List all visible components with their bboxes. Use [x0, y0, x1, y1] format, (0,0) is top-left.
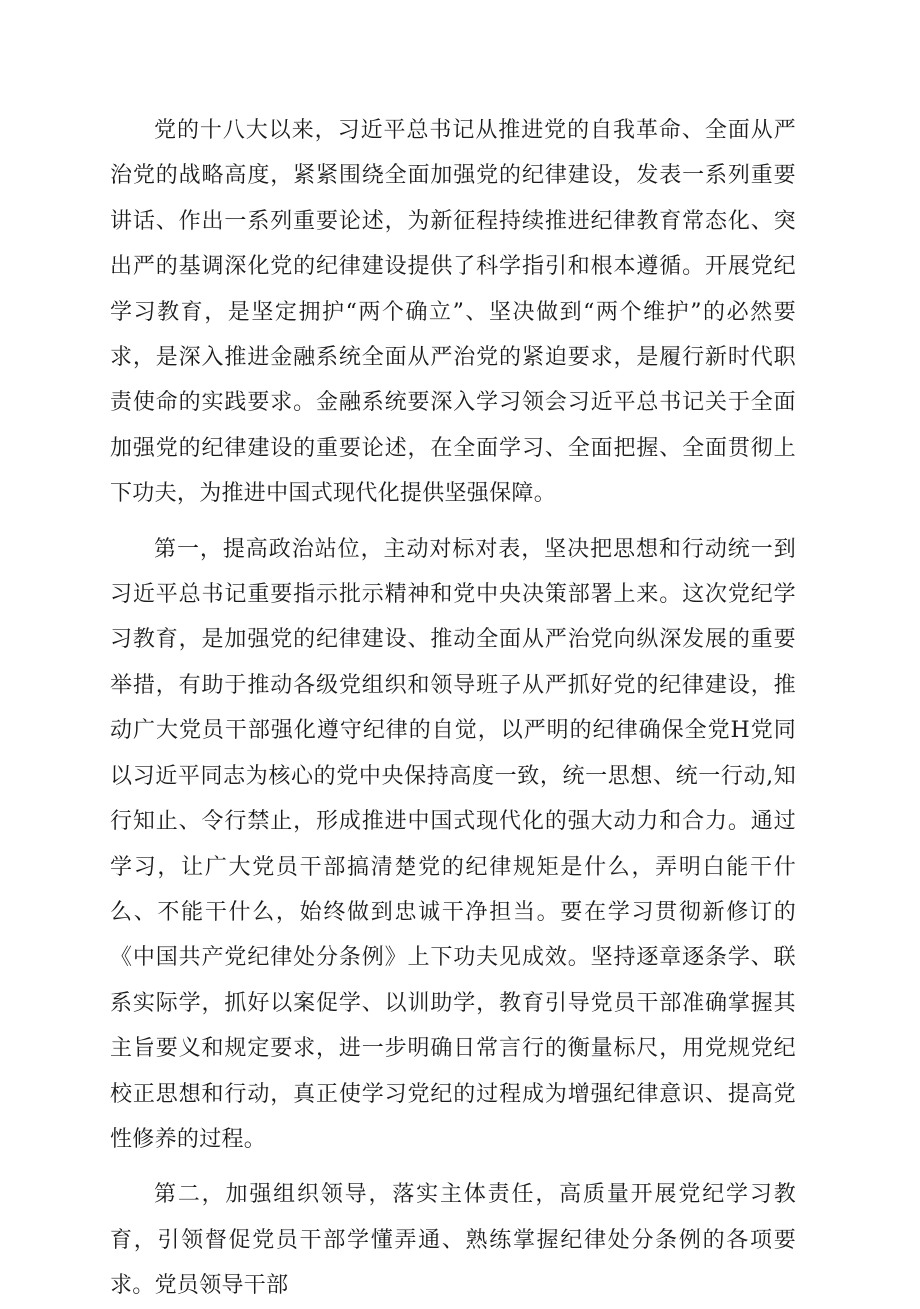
paragraph-second-point: 第二，加强组织领导，落实主体责任，高质量开展党纪学习教育，引领督促党员干部学懂弄通、熟练掌握纪律处分条例的各项要求。党员领导干部	[110, 1182, 796, 1299]
paragraph-intro: 党的十八大以来，习近平总书记从推进党的自我革命、全面从严治党的战略高度，紧紧围绕全面加强党的纪律建设，发表一系列重要讲话、作出一系列重要论述，为新征程持续推进纪律教育常态化、突出严的基调深化党的纪律建设提供了科学指引和根本遵循。开展党纪学习教育，是坚定拥护“两个确立”、坚决做到“两个维护”的必然要求，是深入推进金融系统全面从严治党的紧迫要求，是履行新时代职责使命的实践要求。金融系统要深入学习领会习近平总书记关于全面加强党的纪律建设的重要论述，在全面学习、全面把握、全面贯彻上下功夫，为推进中国式现代化提供坚强保障。	[110, 118, 796, 507]
paragraph-first-point: 第一，提高政治站位，主动对标对表，坚决把思想和行动统一到习近平总书记重要指示批示精神和党中央决策部署上来。这次党纪学习教育，是加强党的纪律建设、推动全面从严治党向纵深发展的重要举措，有助于推动各级党组织和领导班子从严抓好党的纪律建设，推动广大党员干部强化遵守纪律的自觉，以严明的纪律确保全党H党同以习近平同志为核心的党中央保持高度一致，统一思想、统一行动,知行知止、令行禁止，形成推进中国式现代化的强大动力和合力。通过学习，让广大党员干部搞清楚党的纪律规矩是什么，弄明白能干什么、不能干什么，始终做到忠诚干净担当。要在学习贯彻新修订的《中国共产党纪律处分条例》上下功夫见成效。坚持逐章逐条学、联系实际学，抓好以案促学、以训助学，教育引导党员干部准确掌握其主旨要义和规定要求，进一步明确日常言行的衡量标尺，用党规党纪校正思想和行动，真正使学习党纪的过程成为增强纪律意识、提高党性修养的过程。	[110, 536, 796, 1152]
document-body	[110, 108, 796, 1309]
